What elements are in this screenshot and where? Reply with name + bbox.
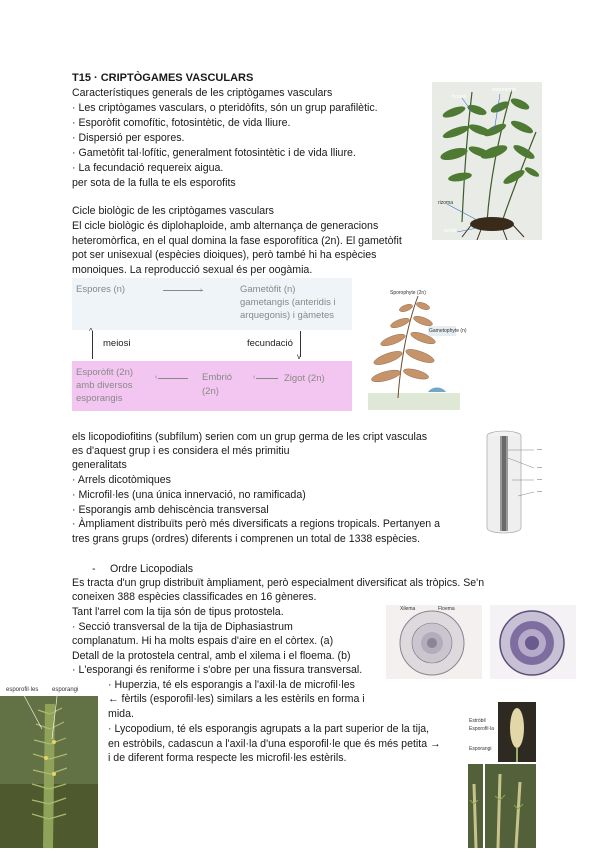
section3-item: · Microfil·les (una única innervació, no ramificada) xyxy=(72,489,306,501)
fern-photo xyxy=(432,82,542,240)
strobilus-photo xyxy=(468,702,536,762)
fern-label: fronda xyxy=(452,94,467,100)
section3-item: · Àmpliament distribuïts però més diversificats a regions tropicals. Pertanyen a xyxy=(72,518,440,530)
section3-line: es d'aquest grup i es considera el més primitiu xyxy=(72,445,290,457)
section4-line: complanatum. Hi ha molts espais d'aire en el còrtex. (a) xyxy=(72,635,334,647)
section4-indented: i de diferent forma respecte les microfil·les estèrils. xyxy=(108,752,347,764)
page-title: T15 · CRIPTÒGAMES VASCULARS xyxy=(72,72,254,84)
section1-item: · Esporòfit comofític, fotosintètic, de vida lliure. xyxy=(72,117,291,129)
fern-drawing-label: Gametophyte (n) xyxy=(429,328,467,334)
cycle-arrow xyxy=(256,378,278,379)
cycle-embryo: (2n) xyxy=(202,386,219,397)
huperzia-photo xyxy=(0,684,98,848)
strobilus-label: Estròbil xyxy=(469,718,486,724)
section4-line: coneixen 388 espècies classificades en 16 gèneres. xyxy=(72,591,317,603)
stem-section-photo-b xyxy=(490,605,576,679)
section4-heading: Ordre Licopodials xyxy=(110,563,194,575)
stem-label: — xyxy=(537,489,542,495)
section4-line: Tant l'arrel com la tija són de tipus protostela. xyxy=(72,606,284,618)
cycle-zygote: Zigot (2n) xyxy=(284,373,325,384)
huperzia-label: esporangi xyxy=(52,687,79,693)
lycopodium-photo xyxy=(468,764,536,848)
section4-indented: · Huperzia, té els esporangis a l'axil·la de microfil·les xyxy=(108,679,355,691)
section4-bullet: - xyxy=(92,563,96,575)
section4-line: · L'esporangi és reniforme i s'obre per una fissura transversal. xyxy=(72,664,363,676)
section1-item: · Gametòfit tal·lofític, generalment fotosintètic i de vida lliure. xyxy=(72,147,356,159)
section2-line: monoiques. La reproducció sexual és per oogàmia. xyxy=(72,264,313,276)
section1-heading: Característiques generals de les criptògames vasculars xyxy=(72,87,333,99)
cycle-arrowhead: v xyxy=(297,352,301,361)
stem-section-photo-a xyxy=(386,605,482,679)
cycle-gametophyte: gametangis (anteridis i xyxy=(240,297,336,308)
cycle-sporophyte: Esporòfit (2n) xyxy=(76,367,134,378)
cycle-arrowhead: ‹ xyxy=(253,374,256,381)
section-photo-label: Floema xyxy=(438,606,455,612)
fern-label: esporangis xyxy=(492,87,517,93)
section3-subheading: generalitats xyxy=(72,459,127,471)
section3-item: · Esporangis amb dehiscència transversal xyxy=(72,504,269,516)
section2-line: heteromòrfica, en el qual domina la fase esporofítica (2n). El gametòfit xyxy=(72,235,402,247)
section3-item: tres grans grups (ordres) diferents i comprenen un total de 1338 espècies. xyxy=(72,533,421,545)
section1-item: · Les criptògames vasculars, o pteridòfits, són un grup parafilètic. xyxy=(72,102,378,114)
section4-line: Detall de la protostela central, amb el xilema i el floema. (b) xyxy=(72,650,351,662)
section4-indented: en estròbils, cadascun a l'axil·la d'una esporofil·le que és més petita → xyxy=(108,738,441,750)
strobilus-label: Esporofil·la xyxy=(469,726,495,732)
cycle-gametophyte: arquegonis) i gàmetes xyxy=(240,310,334,321)
stem-diagram xyxy=(482,428,562,536)
section2-line: El cicle biològic és diplohaploide, amb alternança de generacions xyxy=(72,220,379,232)
section4-indented: ← fèrtils (esporofil·les) similars a les estèrils en forma i xyxy=(108,693,365,705)
cycle-arrow xyxy=(163,290,203,291)
stem-label: — xyxy=(537,477,542,483)
section1-item: · La fecundació requereix aigua. xyxy=(72,162,224,174)
section2-line: pot ser unisexual (espècies dioiques), però també hi ha espècies xyxy=(72,249,377,261)
cycle-fertilization: fecundació xyxy=(247,338,293,349)
section3-item: · Arrels dicotòmiques xyxy=(72,474,171,486)
section4-indented: mida. xyxy=(108,708,134,720)
fern-drawing xyxy=(368,288,467,410)
fern-label: arrels xyxy=(444,228,457,234)
section-photo-label: Xilema xyxy=(400,606,416,612)
cycle-sporophyte: amb diversos xyxy=(76,380,133,391)
section2-heading: Cicle biològic de les criptògames vasculars xyxy=(72,205,274,217)
section4-indented: · Lycopodium, té els esporangis agrupats a la part superior de la tija, xyxy=(108,723,430,735)
section4-line: Es tracta d'un grup distribuït àmpliament, però especialment diversificat als tròpics. Se'n xyxy=(72,577,485,589)
stem-label: — xyxy=(537,447,542,453)
cycle-meiosis: meiosi xyxy=(103,338,131,349)
cycle-arrowhead: ‹ xyxy=(155,374,158,381)
fern-label: rizoma xyxy=(438,200,454,206)
cycle-arrowhead: ^ xyxy=(89,327,93,336)
section1-note: per sota de la fulla te els esporofits xyxy=(72,177,236,189)
cycle-arrow xyxy=(158,378,188,379)
section1-item: · Dispersió per espores. xyxy=(72,132,185,144)
strobilus-label: Esporangi xyxy=(469,746,492,752)
stem-label: — xyxy=(537,465,542,471)
cycle-gametophyte: Gametòfit (n) xyxy=(240,284,296,295)
cycle-spores: Espores (n) xyxy=(76,284,126,295)
cycle-embryo: Embrió xyxy=(202,372,233,383)
section4-line: · Secció transversal de la tija de Diphasiastrum xyxy=(72,621,293,633)
section3-line: els licopodiofitins (subfílum) serien com un grup germa de les cript vasculas xyxy=(72,431,428,443)
cycle-arrowhead: › xyxy=(200,287,203,294)
cycle-sporophyte: esporangis xyxy=(76,393,123,404)
huperzia-label: esporofil·les xyxy=(6,687,39,693)
fern-drawing-label: Sporophyte (2n) xyxy=(390,290,426,296)
